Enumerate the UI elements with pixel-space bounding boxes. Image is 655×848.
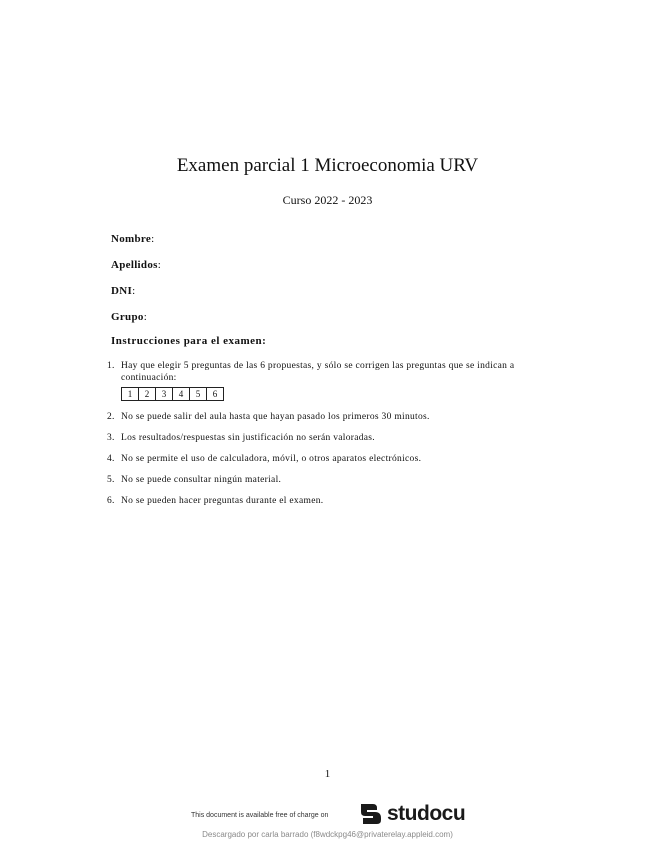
instruction-item: 2. No se puede salir del aula hasta que hayan pasado los primeros 30 minutos.: [107, 412, 430, 422]
field-label: DNI: [111, 285, 133, 297]
footer-notice: This document is available free of charge on: [191, 812, 329, 819]
question-box: 5: [190, 388, 207, 401]
question-selection-table: [121, 387, 224, 401]
instruction-item: 6. No se pueden hacer preguntas durante el examen.: [107, 496, 324, 506]
studocu-logo[interactable]: [357, 801, 465, 827]
field-dni: DNI:: [111, 285, 136, 297]
field-grupo: Grupo:: [111, 311, 148, 323]
question-box: 6: [207, 388, 224, 401]
exam-title: Examen parcial 1 Microeconomia URV: [176, 155, 479, 176]
field-label: Nombre: [111, 233, 152, 245]
question-box: 4: [173, 388, 190, 401]
question-box: 3: [156, 388, 173, 401]
field-apellidos: Apellidos:: [111, 259, 162, 271]
studocu-logo-icon: [357, 801, 385, 827]
question-box: 2: [139, 388, 156, 401]
studocu-wordmark: studocu: [387, 802, 466, 825]
instruction-item: 3. Los resultados/respuestas sin justificación no serán valoradas.: [107, 433, 375, 443]
instructions-title: Instrucciones para el examen:: [111, 335, 267, 347]
instruction-item: 5. No se puede consultar ningún material.: [107, 475, 282, 485]
page-number: 1: [324, 768, 331, 780]
field-nombre: Nombre:: [111, 233, 155, 245]
question-box: 1: [122, 388, 139, 401]
field-label: Grupo: [111, 311, 144, 323]
course-year: Curso 2022 - 2023: [282, 193, 373, 207]
field-label: Apellidos: [111, 259, 158, 271]
download-notice: Descargado por carla barrado (f8wdckpg46@privaterelay.appleid.com): [202, 830, 453, 839]
instruction-item: 4. No se permite el uso de calculadora, móvil, o otros aparatos electrónicos.: [107, 454, 422, 464]
instruction-item: 1. Hay que elegir 5 preguntas de las 6 propuestas, y sólo se corrigen las preguntas que se indican a continuación:: [107, 361, 515, 383]
